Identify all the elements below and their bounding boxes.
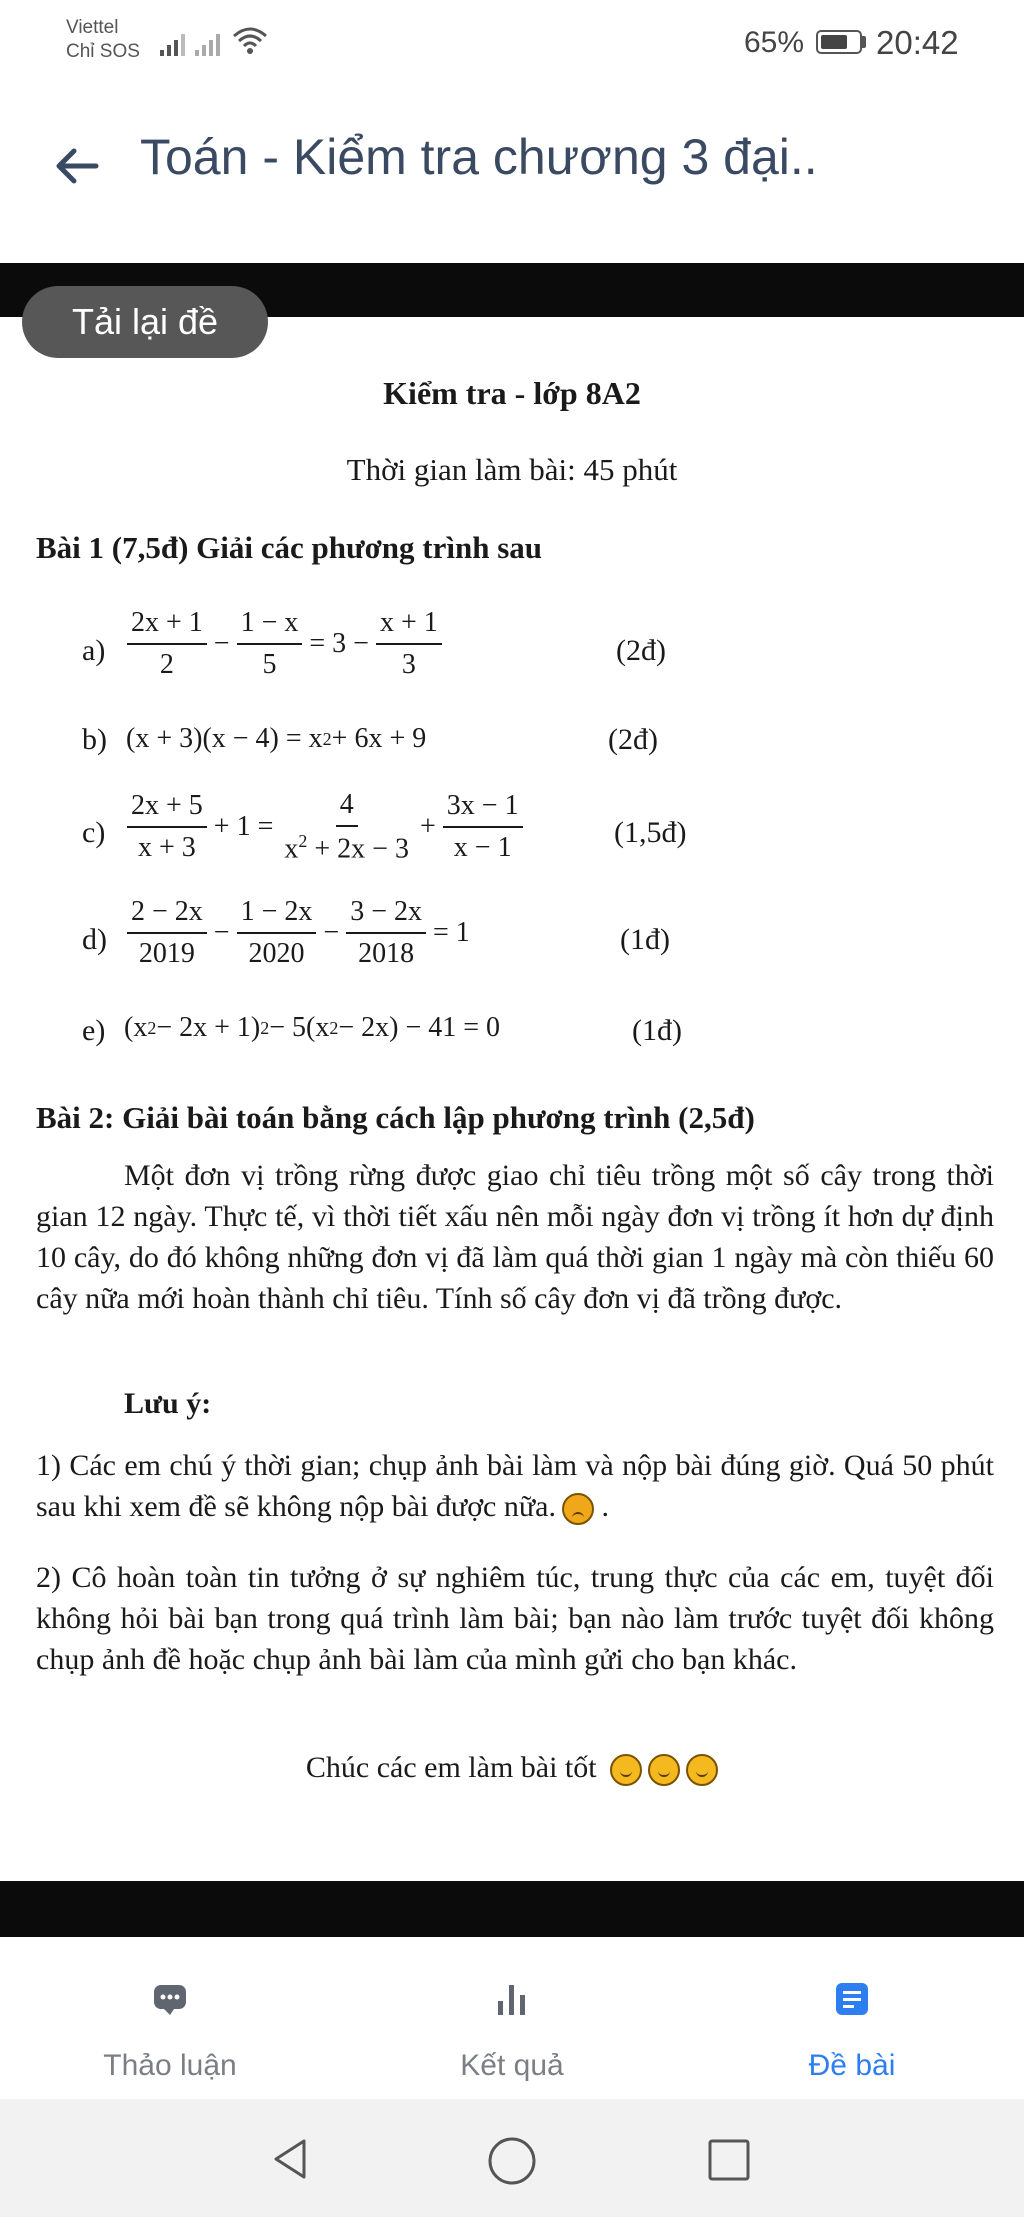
exercise-b-equation: (x + 3)(x − 4) = x 2 + 6x + 9 — [126, 723, 427, 754]
note-1: 1) Các em chú ý thời gian; chụp ảnh bài làm và nộp bài đúng giờ. Quá 50 phút sau khi xem đề sẽ không nộp bài được nữa. . — [36, 1445, 994, 1527]
closing-line: Chúc các em làm bài tốt — [0, 1751, 1024, 1786]
status-bar — [0, 0, 1024, 88]
carrier-info — [66, 16, 140, 64]
nav-tab-label: Đề bài — [808, 2049, 896, 2082]
exercise-e-label: e) — [82, 1014, 106, 1047]
section2-problem-text: Một đơn vị trồng rừng được giao chỉ tiêu trồng một số cây trong thời gian 12 ngày. Thực tế, vì thời tiết xấu nên mỗi ngày đơn vị trồng ít hơn dự định 10 cây, do đó không những đơn vị đã làm quá thời gian 1 ngày mà còn thiếu 60 cây nữa mới hoàn thành chỉ tiêu. Tính số cây đơn vị đã trồng được. — [36, 1159, 994, 1315]
exercise-b-label: b) — [82, 723, 107, 756]
nav-tab-label: Thảo luận — [103, 2049, 237, 2082]
note-heading: Lưu ý: — [124, 1387, 212, 1420]
exercise-c-points: (1,5đ) — [614, 816, 687, 849]
page-title: Toán - Kiểm tra chương 3 đại.. — [140, 129, 818, 185]
nav-tab-results[interactable] — [362, 1937, 662, 2099]
clock: 20:42 — [876, 24, 959, 61]
smile-emoji-icon — [686, 1754, 718, 1786]
exercise-b-points: (2đ) — [608, 723, 658, 756]
signal-bars-no-sim-icon — [195, 30, 220, 56]
reload-exam-button[interactable]: Tải lại đề — [22, 286, 268, 358]
carrier-name: Viettel — [66, 17, 119, 38]
chat-icon — [152, 1981, 188, 2017]
exam-title: Kiểm tra - lớp 8A2 — [383, 375, 641, 411]
recents-square-icon[interactable] — [706, 2137, 752, 2183]
exercise-d-label: d) — [82, 923, 107, 956]
wifi-icon — [230, 26, 270, 56]
app-header — [0, 88, 1024, 263]
back-triangle-icon[interactable] — [266, 2135, 314, 2183]
exercise-e-equation: (x 2 − 2x + 1) 2 − 5(x 2 − 2x) − 41 = 0 — [124, 1012, 501, 1043]
exam-duration: Thời gian làm bài: 45 phút — [346, 452, 678, 487]
nav-tab-label: Kết quả — [460, 2049, 564, 2082]
exercise-c-label: c) — [82, 816, 106, 849]
section1-heading: Bài 1 (7,5đ) Giải các phương trình sau — [36, 530, 543, 565]
battery-icon — [816, 30, 862, 54]
exercise-d-equation: $\frac{2 - 2x}{2019}$ − $\frac{1 - 2x}{2020}$ − $\frac{3 - 2x}{2018}$ = 1 — [124, 896, 474, 970]
bottom-nav — [0, 1937, 1024, 2099]
carrier-status: Chỉ SOS — [66, 41, 140, 62]
exercise-a-equation: $\frac{2x + 1}{2}$ − $\frac{1 - x}{5}$ = 3 − $\frac{x + 1}{3}$ — [124, 607, 445, 681]
exercise-d-points: (1đ) — [620, 923, 670, 956]
section2-heading: Bài 2: Giải bài toán bằng cách lập phương trình (2,5đ) — [36, 1100, 755, 1135]
system-nav-bar — [0, 2099, 1024, 2217]
exercise-e-points: (1đ) — [632, 1014, 682, 1047]
nav-tab-exam[interactable] — [702, 1937, 1002, 2099]
note-2: 2) Cô hoàn toàn tin tưởng ở sự nghiêm túc, trung thực của các em, tuyệt đối không hỏi bài bạn trong quá trình làm bài; bạn nào làm trước tuyệt đối không chụp ảnh đề hoặc chụp ảnh bài làm của mình gửi cho bạn khác. — [36, 1561, 994, 1676]
exercise-c-equation: $\frac{2x + 5}{x + 3}$ + 1 = $\frac{4}{x^2 + 2x - 3}$ + $\frac{3x - 1}{x - 1}$ — [124, 789, 526, 865]
battery-percent: 65% — [744, 26, 805, 59]
nav-tab-discussion[interactable] — [20, 1937, 320, 2099]
exercise-a-label: a) — [82, 634, 106, 667]
sad-face-emoji-icon — [562, 1493, 594, 1525]
home-circle-icon[interactable] — [486, 2135, 538, 2187]
signal-bars-icon — [160, 30, 185, 56]
smile-emoji-icon — [610, 1754, 642, 1786]
document-icon — [834, 1981, 870, 2017]
bar-chart-icon — [494, 1981, 530, 2017]
viewer-bottom-bar — [0, 1881, 1024, 1937]
smile-emoji-icon — [648, 1754, 680, 1786]
exam-document[interactable] — [0, 317, 1024, 1881]
exercise-a-points: (2đ) — [616, 634, 666, 667]
signal-icons — [160, 26, 270, 56]
back-arrow-icon[interactable] — [48, 136, 108, 196]
